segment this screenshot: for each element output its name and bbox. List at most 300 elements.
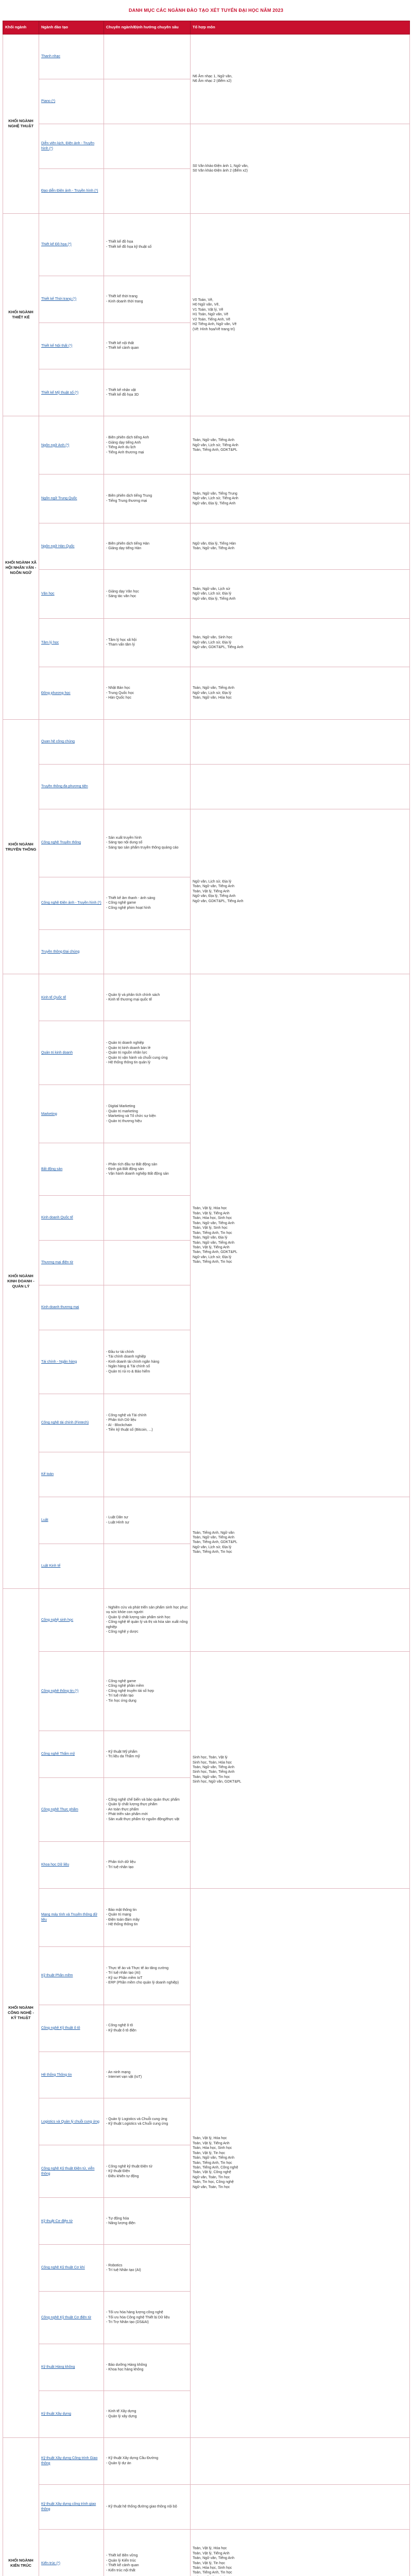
specialization-item: - Vận hành doanh nghiệp Bất động sản [106,1172,169,1176]
major-cell [39,877,104,929]
specialization-item: - Phân tích đầu tư Bất động sản [106,1162,158,1166]
specialization-item: - Giảng dạy tiếng Anh [106,440,141,445]
subject-combination-item: Ngữ văn, Lịch sử, Địa lý [193,1545,232,1549]
major-link[interactable]: Đạo diễn Điện ảnh - Truyền hình (*) [41,189,98,193]
subject-combination-item: Toán, Ngữ văn, Sinh học [193,636,233,640]
table-row [3,1497,410,1544]
subject-combination-item: Toán, Ngữ văn, Địa lý [193,1236,228,1240]
subject-combination-item: Toán, Tiếng Anh, Ngữ văn [193,1531,234,1535]
specialization-item: - Quản trị kinh doanh bán lẻ [106,1046,151,1050]
subject-combination-item: Ngữ văn, Lịch sử, Tiếng Anh [193,497,238,501]
specialization-item: - Công nghệ và Tài chính [106,1413,147,1417]
subject-combination-item: Sinh học, Toán, Vật lý [193,1756,228,1760]
major-link[interactable]: Truyền thông Đại chúng [41,950,80,954]
specialization-cell [104,1888,191,1946]
subject-combination-item: Toán, Ngữ văn, Tiếng Trung [193,492,237,496]
major-cell [39,213,104,276]
major-cell [39,2245,104,2292]
subject-combination-item: Ngữ văn, Lịch sử, Địa lý [193,879,232,884]
subject-combination-cell [191,1588,410,1652]
subject-combination-item: Toán, Ngữ văn, Tiếng Anh [193,686,234,690]
specialization-item: - Bảo mật thông tin [106,1908,137,1912]
major-cell [39,2344,104,2391]
major-cell [39,974,104,1021]
major-cell [39,2437,104,2484]
major-cell [39,79,104,124]
subject-combination-item: Toán, Tiếng Anh, Tin học [193,1231,232,1235]
subject-combination-item: Toán, Ngữ văn, Tiếng Anh [193,2556,234,2561]
specialization-item: - Hệ thống thông tin quản lý [106,1060,151,1064]
specialization-item: - Nhật Bản học [106,686,130,690]
subject-combination-item: V0 Toán, Vẽ, [193,298,213,302]
subject-combination-item: Toán, Tiếng Anh, Tin học [193,2571,232,2575]
specialization-item: - Tri Trợ Nhân tạo (DS&AI) [106,2320,149,2325]
subject-combination-item: Sinh học, Toán, Tiếng Anh [193,1770,235,1774]
specialization-item: - Giảng dạy Văn học [106,589,139,594]
specialization-cell [104,1143,191,1196]
specialization-item: - Kỹ thuật Điện [106,2170,130,2174]
specialization-cell [104,974,191,1021]
major-link[interactable]: Đông phương học [41,691,71,695]
major-link[interactable]: Kinh doanh Quốc tế [41,1216,73,1220]
major-link[interactable]: Công nghệ Kỹ thuật ô tô [41,2026,80,2030]
faculty-cell: KHỐI NGÀNH CÔNG NGHỆ - KỸ THUẬT [3,1588,39,2437]
specialization-cell [104,570,191,618]
specialization-cell [104,929,191,974]
subject-combination-item: Toán, Ngữ văn, Tiếng Anh [193,1221,234,1225]
table-row [3,2529,410,2576]
specialization-item: - Quản trị doanh nghiệp [106,1041,144,1045]
specialization-cell [104,79,191,124]
specialization-item: - Quản trị marketing [106,1109,138,1113]
faculty-cell: KHỐI NGÀNH TRUYỀN THÔNG [3,719,39,974]
major-link[interactable]: Kỹ thuật Xây dựng Công trình Giao thông [41,2456,98,2465]
specialization-item: - Quản trị vận hành và chuỗi cung ứng [106,1056,168,1060]
specialization-item: - Nghiên cứu và phát triển sản phẩm sinh học phục vụ sức khỏe con người [106,1605,188,1615]
major-cell [39,1143,104,1196]
specialization-item: - Trí tuệ nhân tạo [106,1865,134,1869]
major-cell [39,1841,104,1888]
major-link[interactable]: Ngôn ngữ Hàn Quốc [41,544,75,548]
major-link[interactable]: Piano (*) [41,99,56,104]
subject-combination-cell [191,667,410,719]
subject-combination-item: Toán, Tiếng Anh, GDKT&PL [193,448,237,452]
table-row [3,570,410,618]
specialization-cell [104,1452,191,1497]
faculty-cell: KHỐI NGÀNH KINH DOANH - QUẢN LÝ [3,974,39,1588]
table-row [3,1652,410,1731]
table-row [3,35,410,79]
specialization-item: - Quản lý dự án [106,2461,131,2465]
specialization-item: - Tiếng Anh thương mại [106,450,144,454]
specialization-item: - Công nghệ truyền tải số hợp [106,1689,154,1693]
major-link[interactable]: Công nghệ sinh học [41,1618,74,1622]
major-link[interactable]: Công nghệ thông tin (*) [41,1689,79,1693]
specialization-item: - Kỹ thuật Logistics và Chuỗi cung ứng [106,2122,168,2126]
subject-combination-item: Ngữ văn, Địa lý, Tiếng Anh [193,894,236,899]
header-major: Ngành đào tạo [39,21,104,35]
table-row [3,416,410,474]
major-cell [39,1588,104,1652]
subject-combination-cell [191,474,410,523]
table-row [3,474,410,523]
major-link[interactable]: Kỹ thuật Xây dựng [41,2412,71,2416]
subject-combination-cell [191,124,410,213]
subject-combination-item: Toán, Ngữ văn, Tiếng Anh [193,885,234,889]
specialization-cell [104,667,191,719]
specialization-item: - Tâm lý học xã hội [106,638,137,642]
subject-combination-item: H1 Toán, Ngữ văn, Vẽ [193,313,229,317]
major-cell [39,124,104,168]
faculty-cell: KHỐI NGÀNH XÃ HỘI NHÂN VĂN - NGÔN NGỮ [3,416,39,719]
specialization-item: - Ngân hàng & Tài chính số [106,1365,150,1369]
subject-combination-item: Toán, Vật lý, Hóa học [193,1207,227,1211]
specialization-item: - Sản xuất thực phẩm từ nguồn động/thực vật [106,1817,180,1821]
specialization-cell [104,2005,191,2052]
subject-combination-item: Toán, Tiếng Anh, Tin học [193,2161,232,2165]
major-cell [39,1085,104,1143]
subject-combination-item: Ngữ văn, Toán, Tin học [193,2185,230,2189]
subject-combination-item: Ngữ văn, Địa lý, Tiếng Anh [193,597,236,601]
subject-combination-item: (Vẽ: Hình họa/Vẽ trang trí) [193,327,235,331]
header-faculty: Khối ngành [3,21,39,35]
subject-combination-item: Ngữ văn, Lịch sử, Tiếng Anh [193,443,238,447]
subject-combination-cell [191,974,410,1497]
specialization-cell [104,2484,191,2529]
major-link[interactable]: Thiết kế Đồ họa (*) [41,242,72,246]
major-link[interactable]: Bất động sản [41,1167,63,1171]
faculty-cell: KHỐI NGÀNH NGHỆ THUẬT [3,35,39,214]
subject-combination-cell [191,618,410,667]
major-link[interactable]: Kinh doanh thương mại [41,1306,79,1310]
specialization-cell [104,1085,191,1143]
major-link[interactable]: Luật [41,1518,48,1522]
major-link[interactable]: Công nghệ Truyền thông [41,841,81,845]
specialization-item: - Năng lượng điện [106,2222,135,2226]
major-link[interactable]: Công nghệ tài chính (Fintech) [41,1421,89,1425]
specialization-item: - Kiến trúc nội thất [106,2568,135,2572]
major-link[interactable]: Công nghệ Thẩm mỹ [41,1752,75,1756]
table-body [3,35,410,2576]
specialization-item: - Tin học ứng dụng [106,1699,136,1703]
specialization-item: - An ninh mạng [106,2071,131,2075]
major-cell [39,276,104,323]
subject-combination-cell [191,719,410,764]
major-cell [39,523,104,570]
major-link[interactable]: Kế toán [41,1472,54,1476]
specialization-item: - Tiếng Trung thương mại [106,499,147,503]
subject-combination-item: Toán, Vật lý, Công nghệ [193,2171,231,2175]
subject-combination-cell [191,2529,410,2576]
major-link[interactable]: Thương mại điện tử [41,1261,74,1265]
subject-combination-cell [191,523,410,570]
subject-combination-cell [191,2484,410,2529]
specialization-item: - AI - Blockchain [106,1423,132,1427]
subject-combination-item: Toán, Ngữ văn, Tiếng Anh [193,1241,234,1245]
specialization-item: - Trí tuệ Nhân tạo (AI) [106,2268,141,2273]
specialization-cell [104,719,191,764]
specialization-cell [104,1777,191,1841]
specialization-cell [104,2344,191,2391]
major-link[interactable]: Kỹ thuật Xây dựng công trình giao thông [41,2502,96,2511]
subject-combination-item: Toán, Ngữ văn, Tin học [193,1775,230,1779]
major-cell [39,2145,104,2198]
major-link[interactable]: Mạng máy tính và Truyền thông dữ liệu [41,1913,97,1922]
specialization-item: - Quản lý chất lượng thực phẩm [106,1803,158,1807]
major-link[interactable]: Ngôn ngữ Trung Quốc [41,497,77,501]
major-link[interactable]: Văn học [41,592,55,596]
specialization-item: - Điều khiển tự động [106,2174,139,2178]
specialization-item: - Quản lý xây dựng [106,2414,137,2418]
specialization-item: - Kỹ thuật hệ thống đường giao thông nội bộ [106,2505,177,2509]
specialization-item: - Trí tuệ nhân tạo (AI) [106,1971,141,1975]
specialization-item: - Công nghệ phim hoạt hình [106,906,151,910]
specialization-item: - Kỹ thuật Mỹ phẩm [106,1750,138,1754]
subject-combination-item: Toán, Vật lý, Tiếng Anh [193,1245,230,1249]
specialization-item: - Quản lý Logistics và Chuỗi cung ứng [106,2117,167,2121]
subject-combination-cell [191,764,410,809]
specialization-item: - Thiết kế đồ họa kỹ thuật số [106,245,152,249]
major-link[interactable]: Quản trị kinh doanh [41,1051,73,1055]
table-row [3,974,410,1021]
major-cell [39,168,104,213]
specialization-item: - Công nghệ kỹ thuật Điện tử [106,2164,152,2168]
specialization-cell [104,523,191,570]
specialization-cell [104,1330,191,1394]
subject-combination-item: Toán, Vật lý, Tiếng Anh [193,2551,230,2555]
subject-combination-item: Toán, Vật lý, Tiếng Anh [193,889,230,893]
major-link[interactable]: Công nghệ Thực phẩm [41,1807,78,1811]
specialization-cell [104,213,191,276]
subject-combination-item: Toán, Ngữ văn, Tiếng Anh [193,1535,234,1539]
specialization-item: - Tham vấn tâm lý [106,643,135,647]
subject-combination-item: Toán, Vật lý, Tin học [193,2561,226,2565]
major-cell [39,2052,104,2098]
specialization-cell [104,764,191,809]
specialization-cell [104,1588,191,1652]
major-cell [39,1544,104,1588]
subject-combination-item: Toán, Vật lý, Hóa học [193,2137,227,2141]
specialization-cell [104,1731,191,1777]
specialization-item: - Kinh tế Xây dựng [106,2410,136,2414]
table-row [3,2484,410,2529]
specialization-item: - Công nghệ phần mềm [106,1684,144,1688]
specialization-item: - Công nghệ game [106,901,136,905]
specialization-item: - Sản xuất truyền hình [106,836,142,840]
specialization-item: - Digital Marketing [106,1105,135,1109]
specialization-item: - Thiết kế nhân vật [106,388,136,392]
specialization-cell [104,369,191,416]
specialization-item: - Quản lý và phân tích chính sách [106,993,160,997]
specialization-cell [104,323,191,369]
major-link[interactable]: Hệ thống Thông tin [41,2073,72,2077]
major-link[interactable]: Khoa học Dữ liệu [41,1863,70,1867]
major-cell [39,929,104,974]
subject-combination-item: Toán, Ngữ văn, Hóa học [193,696,232,700]
major-link[interactable]: Tâm lý học [41,640,59,645]
faculty-cell: KHỐI NGÀNH KIẾN TRÚC [3,2437,39,2576]
specialization-cell [104,1544,191,1588]
major-cell [39,618,104,667]
major-cell [39,1196,104,1241]
specialization-item: - Marketing và Tổ chức sự kiện [106,1114,156,1118]
subject-combination-item: Ngữ văn, GDKT&PL, Tiếng Anh [193,646,244,650]
subject-combination-item: V1 Toán, Vật lý, Vẽ [193,308,224,312]
table-header-row [3,21,410,35]
major-link[interactable]: Kiến trúc (*) [41,2561,60,2565]
subject-combination-item: Ngữ văn, Lịch sử, Địa lý [193,592,232,596]
specialization-item: - Phân tích Dữ liệu [106,1418,136,1422]
major-link[interactable]: Quan hệ công chúng [41,740,75,744]
major-link[interactable]: Tài chính - Ngân hàng [41,1360,77,1364]
subject-combination-item: Ngữ văn, Lịch sử, Địa lý [193,1255,232,1259]
specialization-item: - Quản trị nguồn nhân lực [106,1051,147,1055]
major-cell [39,416,104,474]
subject-combination-item: Ngữ văn, GDKT&PL, Tiếng Anh [193,899,244,903]
subject-combination-cell [191,1888,410,2437]
subject-combination-item: Toán, Vật lý, Tiếng Anh [193,1211,230,1215]
specialization-item: - Công nghệ ô tô [106,2024,133,2028]
specialization-item: - An toàn thực phẩm [106,1807,139,1811]
specialization-cell [104,877,191,929]
major-cell [39,570,104,618]
major-link[interactable]: Marketing [41,1112,57,1116]
subject-combination-cell [191,1652,410,1889]
specialization-cell [104,1497,191,1544]
subject-combination-item: Ngữ văn, Lịch sử, Địa lý [193,640,232,645]
specialization-cell [104,1241,191,1285]
major-link[interactable]: Thiết kế Thời trang (*) [41,297,77,301]
major-link[interactable]: Kỹ thuật Phần mềm [41,1973,73,1977]
subject-combination-item: Toán, Ngữ văn, Tiếng Anh [193,1765,234,1769]
specialization-item: - Sáng tạo sản phẩm truyền thông quảng cáo [106,845,179,850]
major-cell [39,2529,104,2576]
major-cell [39,1497,104,1544]
header-subject-combination: Tổ hợp môn [191,21,410,35]
major-link[interactable]: Ngôn ngữ Anh (*) [41,443,70,447]
specialization-cell [104,1394,191,1452]
major-cell [39,2198,104,2245]
subject-combination-item: N6 Âm nhạc 1, Ngữ văn, [193,74,233,78]
specialization-item: - Định giá Bất động sản [106,1167,144,1171]
major-cell [39,809,104,877]
major-cell [39,1652,104,1731]
major-cell [39,323,104,369]
specialization-item: - Thực tế ảo và Thực tế ảo tăng cường [106,1966,169,1970]
specialization-item: - Công nghệ chế biến và bảo quản thực phẩm [106,1798,180,1802]
major-link[interactable]: Công nghệ Kỹ thuật Cơ khí [41,2266,85,2270]
major-cell [39,2292,104,2344]
table-row [3,1888,410,1946]
faculty-cell: KHỐI NGÀNH THIẾT KẾ [3,213,39,416]
specialization-item: - Thiết kế nội thất [106,342,134,346]
specialization-item: - Đầu tư tài chính [106,1350,134,1354]
specialization-item: - Tối ưu hóa hàng lượng công nghệ [106,2311,163,2315]
major-link[interactable]: Thiết kế Mỹ thuật số (*) [41,391,79,395]
major-cell [39,764,104,809]
specialization-cell [104,416,191,474]
major-link[interactable]: Luật Kinh tế [41,1564,61,1568]
specialization-item: - Internet vạn vật (IoT) [106,2075,142,2079]
major-link[interactable]: Kinh tế Quốc tế [41,995,66,999]
specialization-cell [104,1196,191,1241]
specialization-item: - Kỹ thuật Xây dựng Cầu Đường [106,2456,159,2461]
major-link[interactable]: Logistics và Quản lý chuỗi cung ứng [41,2120,99,2124]
subject-combination-item: Toán, Tiếng Anh, Tin học [193,1260,232,1264]
major-link[interactable]: Công nghệ Kỹ thuật Cơ điện tử [41,2315,92,2319]
major-link[interactable]: Công nghệ Kỹ thuật Điện tử, viễn thông [41,2167,95,2176]
specialization-item: - Phân tích dữ liệu [106,1860,136,1865]
major-cell [39,2005,104,2052]
specialization-item: - ERP (Phần mềm cho quản lý doanh nghiệp) [106,1981,179,1985]
specialization-cell [104,168,191,213]
major-link[interactable]: Kỹ thuật Hàng không [41,2365,75,2369]
subject-combination-item: Toán, Vật lý, Sinh học [193,1226,228,1230]
major-cell [39,1777,104,1841]
subject-combination-cell [191,35,410,124]
specialization-item: - Công nghệ tế quản lý và thị và hóa sản xuất nông nghiệp [106,1620,188,1629]
subject-combination-item: Ngữ văn, Địa lý, Tiếng Hàn [193,542,236,546]
major-link[interactable]: Thiết kế Nội thất (*) [41,344,73,348]
major-link[interactable]: Truyền thông đa phương tiện [41,785,88,788]
subject-combination-item: Sinh học, Toán, Hóa học [193,1760,232,1765]
subject-combination-item: Toán, Vật lý, Tin học [193,2151,226,2155]
table-row [3,213,410,276]
specialization-cell [104,2437,191,2484]
specialization-item: - Biên phiên dịch tiếng Anh [106,436,149,440]
specialization-item: - Hệ thống thông tin [106,1923,138,1927]
specialization-item: - Robotics [106,2263,123,2267]
specialization-item: - Luật Hình sự [106,1520,129,1524]
major-cell [39,1946,104,2005]
major-cell [39,1888,104,1946]
specialization-cell [104,2052,191,2098]
subject-combination-item: Toán, Vật lý, Hóa học [193,2547,227,2551]
major-link[interactable]: Công nghệ Điện ảnh - Truyền hình (*) [41,901,101,905]
specialization-item: - Thiết kế âm thanh - ánh sáng [106,896,156,900]
specialization-item: - Luật Dân sự [106,1516,128,1520]
major-link[interactable]: Kỹ thuật Cơ điện tử [41,2219,73,2223]
major-cell [39,1394,104,1452]
major-link[interactable]: Thanh nhạc [41,55,60,59]
major-cell [39,1731,104,1777]
specialization-item: - Quản lý Kiến trúc [106,2558,136,2563]
specialization-item: - Tối ưu hóa Công nghệ Thiết bị Dữ liệu [106,2315,170,2319]
specialization-item: - Kinh doanh tài chính ngân hàng [106,1360,160,1364]
subject-combination-item: Toán, Hóa học, Sinh học [193,2146,232,2150]
specialization-item: - Sáng tác văn học [106,595,136,599]
subject-combination-item: S0 Văn khảo Điện ảnh 1, Ngữ văn, [193,164,249,168]
header-specialization: Chuyên ngành/Định hướng chuyên sâu [104,21,191,35]
specialization-item: - Quản trị thương hiệu [106,1119,142,1123]
major-cell [39,667,104,719]
subject-combination-item: Toán, Tin học, Công nghệ [193,2180,234,2184]
specialization-item: - Trị liệu da Thẩm mỹ [106,1754,140,1758]
subject-combination-item: Toán, Ngữ văn, Lịch sử [193,587,230,591]
specialization-cell [104,2198,191,2245]
specialization-cell [104,2529,191,2576]
major-link[interactable]: Diễn viên kịch, Điện ảnh - Truyền hình (*) [41,142,95,150]
specialization-cell [104,1652,191,1731]
specialization-item: - Công nghệ game [106,1679,136,1683]
specialization-item: - Trí tuệ nhân tạo [106,1694,134,1698]
specialization-cell [104,1946,191,2005]
specialization-cell [104,2292,191,2344]
specialization-cell [104,1285,191,1330]
subject-combination-item: S0 Văn khảo Điện ảnh 2 (điểm x2) [193,169,248,173]
specialization-item: - Công nghệ y dược [106,1630,139,1634]
specialization-item: - Tự động hóa [106,2216,129,2221]
